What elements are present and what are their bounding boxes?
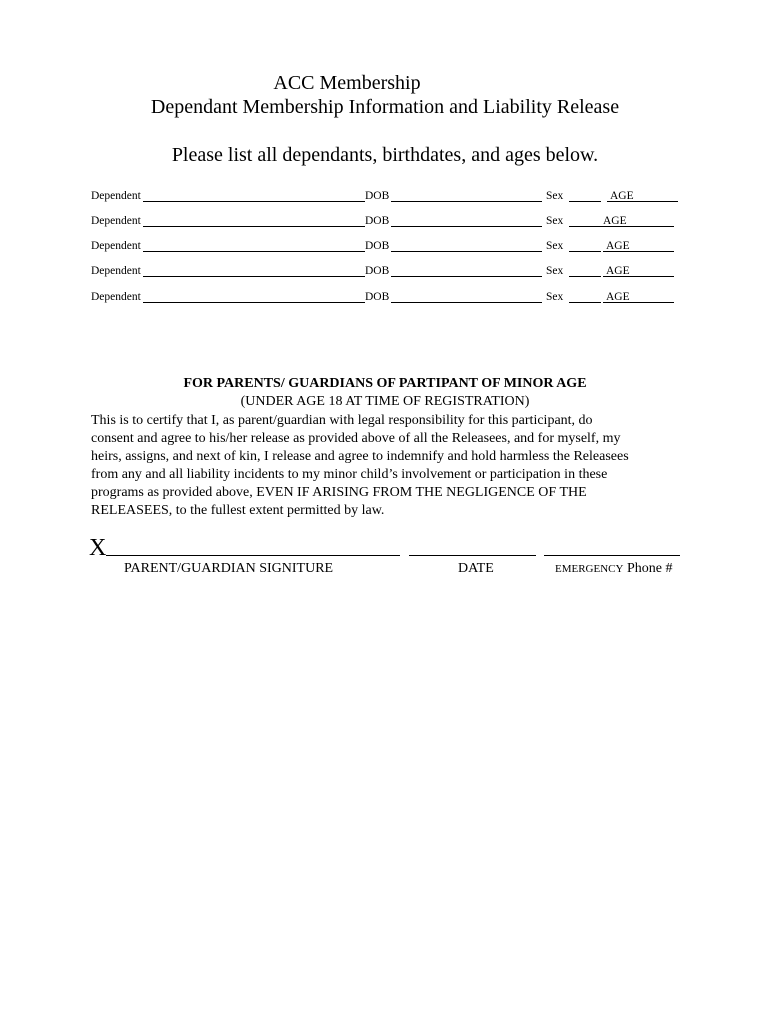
phone-label: Phone # xyxy=(626,561,673,576)
age-field[interactable] xyxy=(603,239,674,252)
certification-line: This is to certify that I, as parent/guardian with legal responsibility for this participant, do xyxy=(91,413,593,428)
dob-label: DOB xyxy=(365,240,390,252)
age-label: AGE xyxy=(603,215,627,227)
dob-field[interactable] xyxy=(391,290,542,303)
date-label: DATE xyxy=(458,561,494,576)
sex-label: Sex xyxy=(546,215,564,227)
certification-line: heirs, assigns, and next of kin, I release and agree to indemnify and hold harmless the Releasees xyxy=(91,449,629,464)
dependent-label: Dependent xyxy=(91,190,141,202)
age-label: AGE xyxy=(606,265,630,277)
dependent-name-field[interactable] xyxy=(143,189,365,202)
age-label: AGE xyxy=(606,240,630,252)
minor-section-subheading: (UNDER AGE 18 AT TIME OF REGISTRATION) xyxy=(240,394,530,409)
date-field[interactable] xyxy=(409,555,536,556)
sex-label: Sex xyxy=(546,265,564,277)
sex-field[interactable] xyxy=(569,189,601,202)
dob-label: DOB xyxy=(365,265,390,277)
dob-field[interactable] xyxy=(391,214,542,227)
sex-label: Sex xyxy=(546,240,564,252)
certification-line: RELEASEES, to the fullest extent permitted by law. xyxy=(91,503,385,518)
age-label: AGE xyxy=(606,291,630,303)
dependent-name-field[interactable] xyxy=(143,214,365,227)
dependent-label: Dependent xyxy=(91,265,141,277)
sex-label: Sex xyxy=(546,291,564,303)
emergency-phone-field[interactable] xyxy=(544,555,680,556)
dob-field[interactable] xyxy=(391,239,542,252)
minor-section-heading: FOR PARENTS/ GUARDIANS OF PARTIPANT OF MINOR AGE xyxy=(183,376,587,391)
form-title: ACC Membership xyxy=(273,72,421,94)
dependent-label: Dependent xyxy=(91,240,141,252)
dependent-label: Dependent xyxy=(91,215,141,227)
dob-label: DOB xyxy=(365,190,390,202)
emergency-label: EMERGENCY xyxy=(555,563,624,575)
dob-label: DOB xyxy=(365,215,390,227)
signature-x-mark: X xyxy=(89,535,107,561)
dependent-name-field[interactable] xyxy=(143,264,365,277)
certification-line: consent and agree to his/her release as provided above of all the Releasees, and for myself, my xyxy=(91,431,621,446)
sex-field[interactable] xyxy=(569,264,601,277)
dependents-instruction: Please list all dependants, birthdates, and ages below. xyxy=(171,144,599,166)
sex-field[interactable] xyxy=(569,239,601,252)
dependent-name-field[interactable] xyxy=(143,290,365,303)
age-field[interactable] xyxy=(607,189,678,202)
emergency-phone-label xyxy=(555,560,672,578)
dependent-name-field[interactable] xyxy=(143,239,365,252)
age-label: AGE xyxy=(610,190,634,202)
certification-line: from any and all liability incidents to my minor child’s involvement or participation in these xyxy=(91,467,608,482)
sex-label: Sex xyxy=(546,190,564,202)
dob-label: DOB xyxy=(365,291,390,303)
sex-field[interactable] xyxy=(569,290,601,303)
age-field[interactable] xyxy=(603,264,674,277)
signature-label: PARENT/GUARDIAN SIGNITURE xyxy=(124,561,334,576)
sex-field[interactable] xyxy=(569,214,601,227)
form-subtitle: Dependant Membership Information and Liability Release xyxy=(150,96,620,118)
age-field[interactable] xyxy=(601,214,674,227)
certification-line: programs as provided above, EVEN IF ARISING FROM THE NEGLIGENCE OF THE xyxy=(91,485,587,500)
age-field[interactable] xyxy=(603,290,674,303)
dob-field[interactable] xyxy=(391,264,542,277)
signature-field[interactable] xyxy=(106,555,400,556)
certification-paragraph xyxy=(91,412,681,520)
dependent-label: Dependent xyxy=(91,291,141,303)
dob-field[interactable] xyxy=(391,189,542,202)
